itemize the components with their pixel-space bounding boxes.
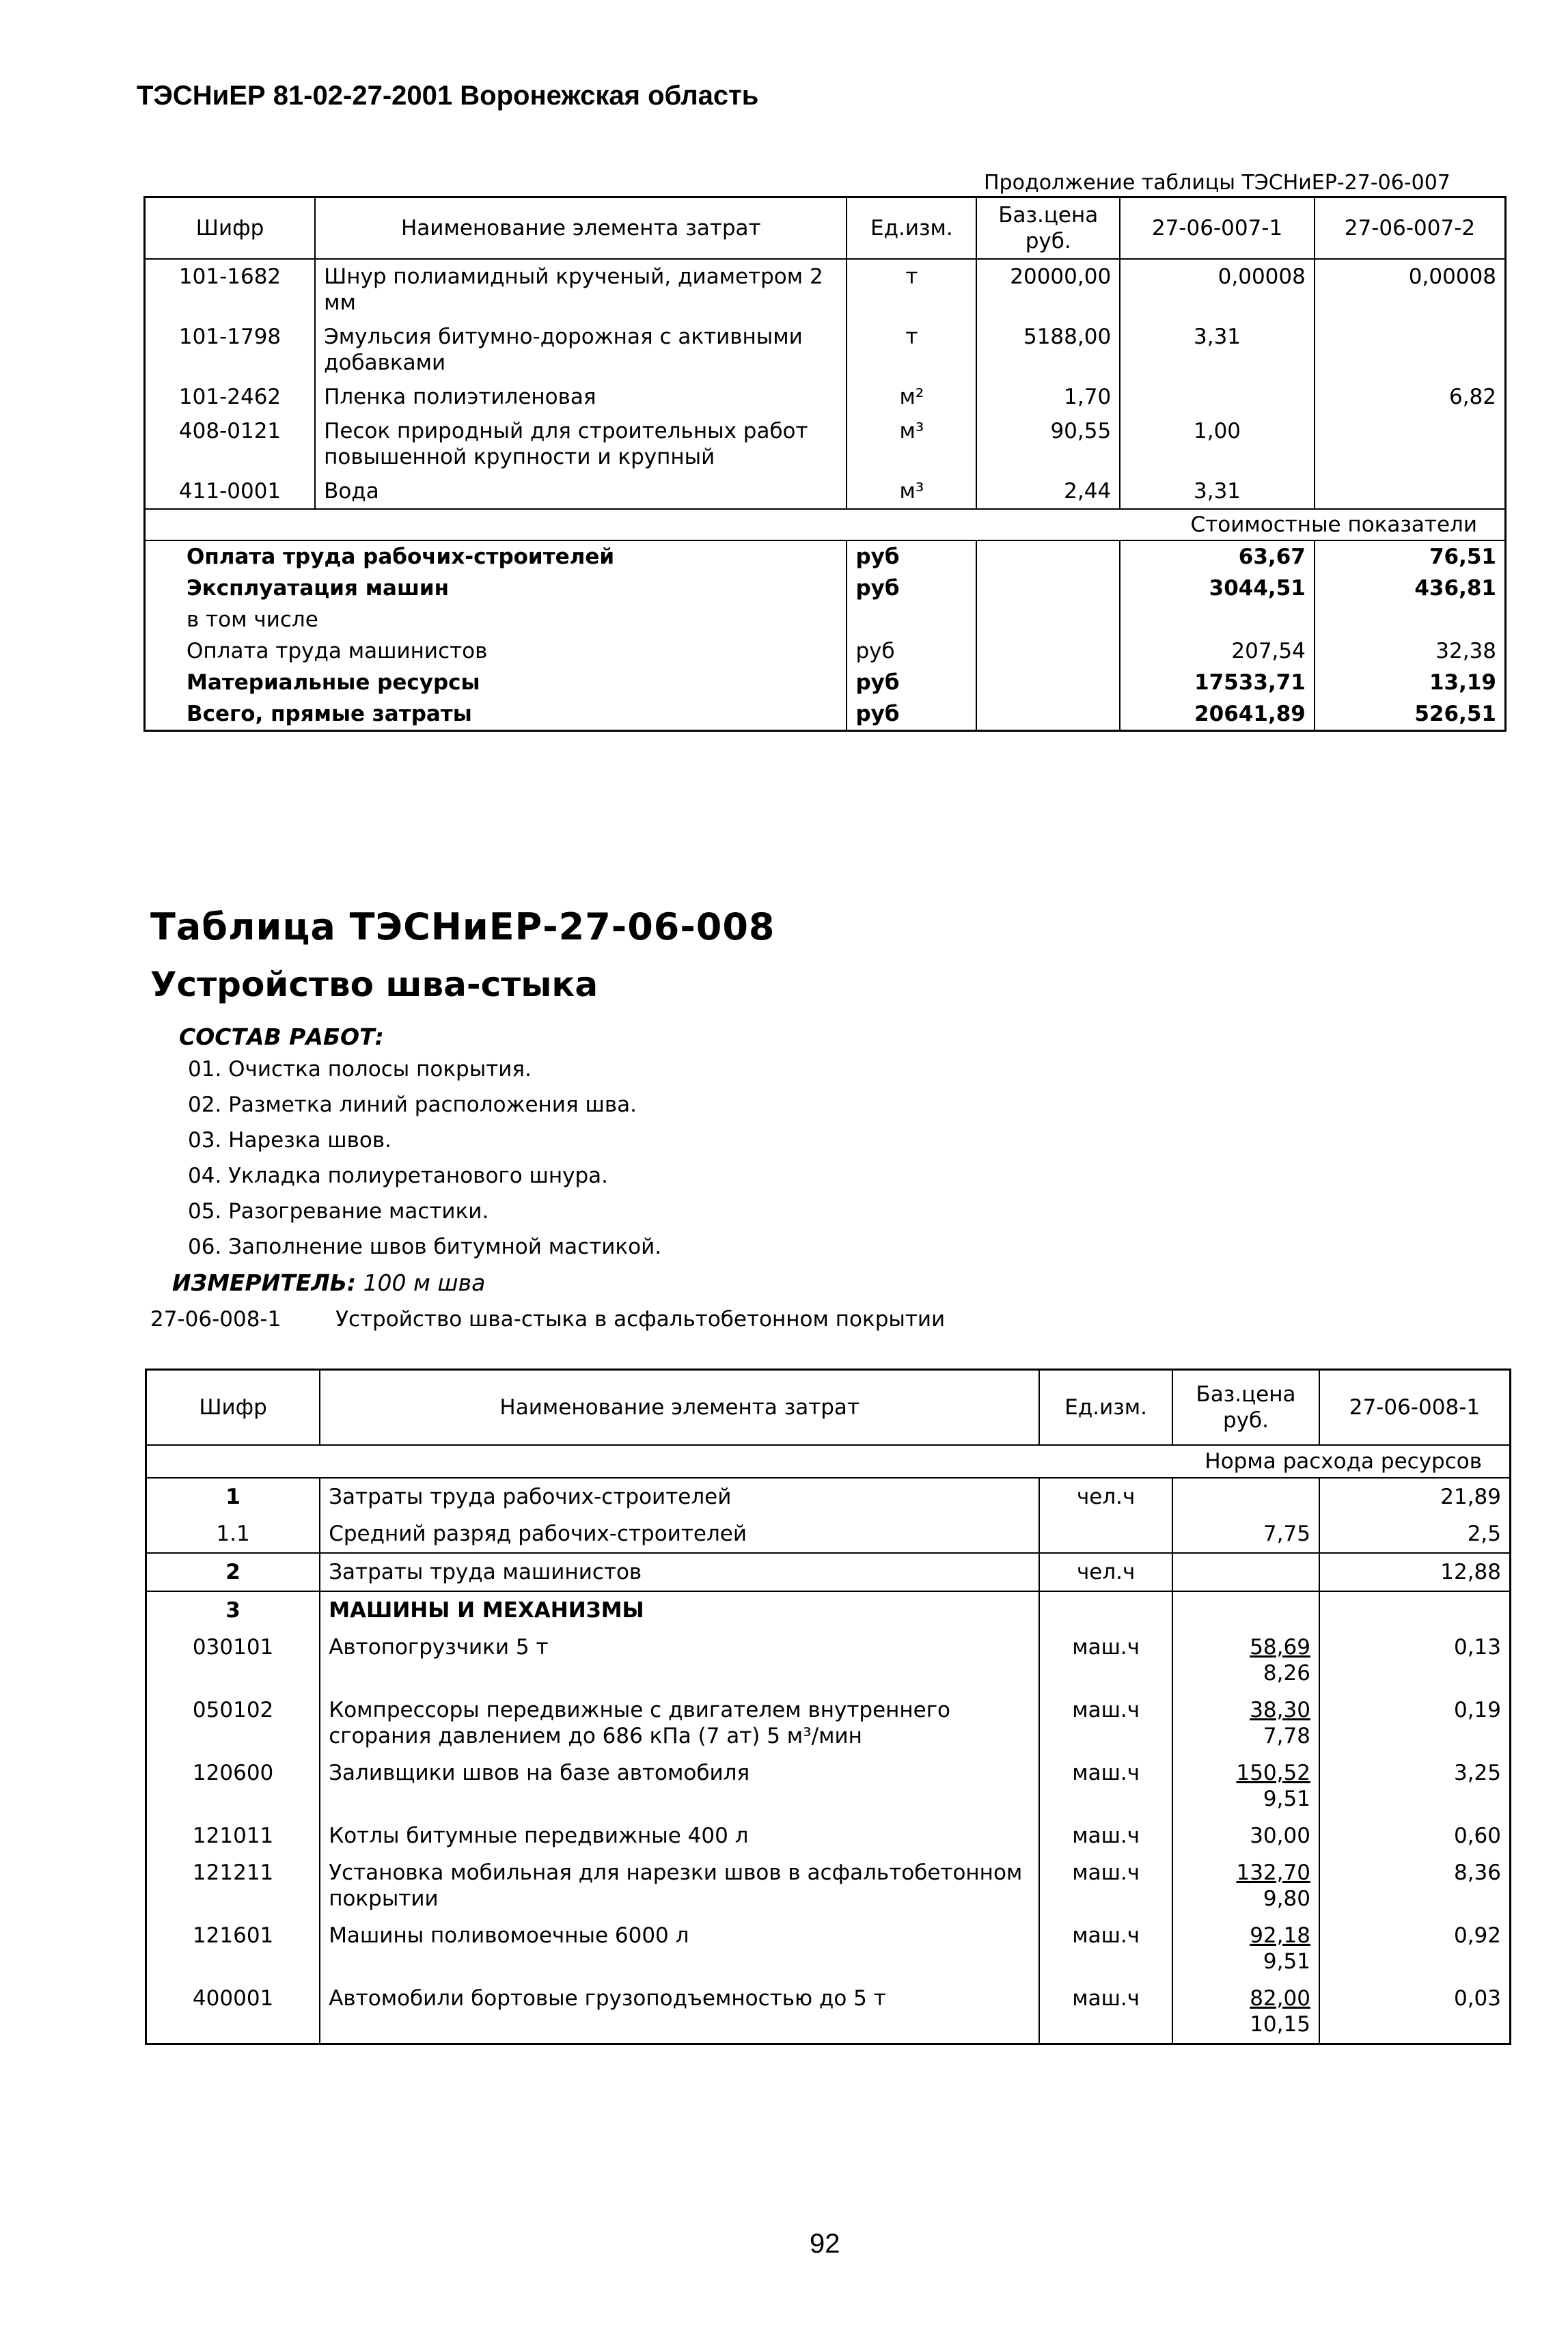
cell-value: 0,03 [1319, 1980, 1511, 2044]
summary-value-1: 207,54 [1120, 635, 1315, 667]
cost-indicators-label: Стоимостные показатели [145, 509, 1506, 540]
cell-price [1172, 1591, 1319, 1629]
cell-code: 121011 [192, 1823, 274, 1848]
col-header-price: Баз.цена руб. [976, 197, 1120, 259]
cell-price: 7,75 [1172, 1515, 1319, 1553]
cell-unit: м³ [847, 474, 976, 509]
cell-unit: т [847, 259, 976, 320]
cell-code: 1 [146, 1478, 320, 1515]
col-header-code: Шифр [146, 1370, 320, 1445]
cell-value: 0,13 [1319, 1629, 1511, 1692]
summary-value-1: 63,67 [1120, 540, 1315, 573]
table-row [146, 1591, 1511, 1629]
summary-value-2: 436,81 [1315, 573, 1506, 604]
col-header-007-1: 27-06-007-1 [1120, 197, 1315, 259]
cell-price: 90,55 [976, 414, 1120, 474]
resource-table-007 [143, 196, 1507, 732]
cell-value [1319, 1591, 1511, 1629]
cell-value: 8,36 [1319, 1854, 1511, 1917]
cell-value-1 [1120, 380, 1315, 414]
table-row [146, 1629, 1511, 1692]
cell-price: 30,00 [1172, 1817, 1319, 1854]
col-header-007-2: 27-06-007-2 [1315, 197, 1506, 259]
summary-row [145, 635, 1506, 667]
cell-code: 121601 [192, 1923, 274, 1948]
col-header-name: Наименование элемента затрат [320, 1370, 1039, 1445]
cell-name: Автомобили бортовые грузоподъемностью до 5 т [320, 1980, 1039, 2044]
table-continuation-caption: Продолжение таблицы ТЭСНиЕР-27-06-007 [984, 171, 1450, 195]
meter-line [172, 1269, 485, 1296]
document-header: ТЭСНиЕР 81-02-27-2001 Воронежская область [137, 81, 759, 111]
price-total: 150,52 [1236, 1760, 1310, 1785]
cell-code: 121211 [192, 1860, 274, 1885]
col-header-008-1: 27-06-008-1 [1319, 1370, 1511, 1445]
meter-value: 100 м шва [363, 1269, 486, 1296]
table-row [145, 414, 1506, 474]
item-code: 27-06-008-1 [150, 1307, 281, 1332]
cell-unit: маш.ч [1039, 1692, 1172, 1755]
summary-value-1: 3044,51 [1120, 573, 1315, 604]
page-number: 92 [810, 2229, 840, 2259]
cell-unit: маш.ч [1039, 1854, 1172, 1917]
cell-price [1172, 1478, 1319, 1515]
cell-value-1: 1,00 [1120, 414, 1315, 474]
cell-name: МАШИНЫ И МЕХАНИЗМЫ [320, 1591, 1039, 1629]
table-row [145, 259, 1506, 320]
cell-unit: т [847, 320, 976, 380]
summary-name: Всего, прямые затраты [187, 701, 472, 726]
summary-value-2: 13,19 [1315, 667, 1506, 698]
cell-code: 050102 [192, 1697, 274, 1722]
table-row [145, 474, 1506, 509]
norm-label-row [146, 1445, 1511, 1478]
cell-value-2: 6,82 [1315, 380, 1506, 414]
summary-name: Эксплуатация машин [187, 575, 450, 601]
norm-label: Норма расхода ресурсов [146, 1445, 1511, 1478]
cell-value-2 [1315, 474, 1506, 509]
cell-unit: маш.ч [1039, 1755, 1172, 1817]
summary-name: Оплата труда рабочих-строителей [145, 540, 847, 573]
summary-unit: руб [847, 635, 976, 667]
cell-price [1172, 1917, 1319, 1980]
work-item: 05. Разогревание мастики. [188, 1199, 489, 1224]
cell-value: 0,19 [1319, 1692, 1511, 1755]
item-name: Устройство шва-стыка в асфальтобетонном покрытии [335, 1307, 946, 1332]
price-wage: 10,15 [1250, 2011, 1310, 2037]
cell-value: 0,60 [1319, 1817, 1511, 1854]
cell-name: Эмульсия битумно-дорожная с активными добавками [315, 320, 847, 380]
cell-code: 101-1682 [178, 264, 281, 289]
cell-unit: маш.ч [1039, 1629, 1172, 1692]
work-item: 06. Заполнение швов битумной мастикой. [188, 1235, 662, 1259]
table-row [146, 1553, 1511, 1591]
summary-value-2: 32,38 [1315, 635, 1506, 667]
resource-table-008 [145, 1369, 1511, 2045]
work-item: 04. Укладка полиуретанового шнура. [188, 1164, 609, 1188]
cost-label-row [145, 509, 1506, 540]
cell-value-1: 3,31 [1120, 474, 1315, 509]
cell-value-2: 0,00008 [1315, 259, 1506, 320]
summary-value-1: 20641,89 [1120, 698, 1315, 731]
cell-value-1: 3,31 [1120, 320, 1315, 380]
cell-price [1172, 1980, 1319, 2044]
cell-name: Средний разряд рабочих-строителей [320, 1515, 1039, 1553]
cell-unit: маш.ч [1039, 1980, 1172, 2044]
works-label: СОСТАВ РАБОТ: [179, 1023, 384, 1050]
cell-price: 2,44 [976, 474, 1120, 509]
cell-name: Песок природный для строительных работ повышенной крупности и крупный [315, 414, 847, 474]
summary-unit: руб [847, 573, 976, 604]
cell-name: Автопогрузчики 5 т [320, 1629, 1039, 1692]
summary-row [145, 573, 1506, 604]
cell-unit [1039, 1591, 1172, 1629]
cell-code: 411-0001 [178, 478, 281, 504]
cell-unit: м³ [847, 414, 976, 474]
cell-price [1172, 1755, 1319, 1817]
table-row [146, 1755, 1511, 1817]
col-header-code: Шифр [145, 197, 316, 259]
cell-code: 1.1 [216, 1521, 250, 1546]
summary-value-2: 76,51 [1315, 540, 1506, 573]
cell-unit: м² [847, 380, 976, 414]
summary-unit: руб [847, 540, 976, 573]
table-row [145, 380, 1506, 414]
cell-name: Затраты труда рабочих-строителей [320, 1478, 1039, 1515]
work-item: 03. Нарезка швов. [188, 1128, 391, 1153]
price-total: 92,18 [1250, 1923, 1310, 1948]
cell-name: Вода [315, 474, 847, 509]
work-item: 02. Разметка линий расположения шва. [188, 1092, 637, 1117]
cell-price [1172, 1692, 1319, 1755]
summary-value-1 [1120, 604, 1315, 635]
summary-unit: руб [847, 667, 976, 698]
cell-price: 20000,00 [976, 259, 1120, 320]
cell-unit [1039, 1515, 1172, 1553]
table-row [146, 1692, 1511, 1755]
summary-name: Оплата труда машинистов [187, 638, 488, 663]
table-row [146, 1980, 1511, 2044]
table-row [146, 1817, 1511, 1854]
table-row [146, 1478, 1511, 1515]
cell-value: 2,5 [1319, 1515, 1511, 1553]
cell-code: 120600 [192, 1760, 274, 1785]
cell-value-2 [1315, 414, 1506, 474]
cell-price [1172, 1553, 1319, 1591]
summary-name: в том числе [187, 607, 318, 632]
cell-code: 101-1798 [178, 324, 281, 349]
summary-unit [847, 604, 976, 635]
cell-name: Пленка полиэтиленовая [315, 380, 847, 414]
summary-row [145, 604, 1506, 635]
col-header-price: Баз.цена руб. [1172, 1370, 1319, 1445]
cell-name: Затраты труда машинистов [320, 1553, 1039, 1591]
cell-code: 101-2462 [178, 384, 281, 409]
cell-name: Установка мобильная для нарезки швов в асфальтобетонном покрытии [320, 1854, 1039, 1917]
cell-code: 030101 [192, 1634, 274, 1660]
price-wage: 9,51 [1263, 1949, 1310, 1974]
price-total: 38,30 [1250, 1697, 1310, 1722]
price-wage: 8,26 [1263, 1660, 1310, 1686]
cell-name: Машины поливомоечные 6000 л [320, 1917, 1039, 1980]
summary-row [145, 698, 1506, 731]
table-row [146, 1917, 1511, 1980]
cell-name: Шнур полиамидный крученый, диаметром 2 мм [315, 259, 847, 320]
cell-value-1: 0,00008 [1120, 259, 1315, 320]
cell-code: 2 [146, 1553, 320, 1591]
item-line [150, 1307, 945, 1332]
cell-price [1172, 1854, 1319, 1917]
price-total: 132,70 [1236, 1860, 1310, 1885]
cell-unit: маш.ч [1039, 1817, 1172, 1854]
cell-name: Котлы битумные передвижные 400 л [320, 1817, 1039, 1854]
cell-unit: маш.ч [1039, 1917, 1172, 1980]
cell-value: 0,92 [1319, 1917, 1511, 1980]
cell-name: Заливщики швов на базе автомобиля [320, 1755, 1039, 1817]
summary-unit: руб [847, 698, 976, 731]
col-header-unit: Ед.изм. [847, 197, 976, 259]
cell-unit: чел.ч [1039, 1478, 1172, 1515]
section-title: Таблица ТЭСНиЕР-27-06-008 [150, 905, 775, 948]
summary-row [145, 540, 1506, 573]
cell-value-2 [1315, 320, 1506, 380]
col-header-name: Наименование элемента затрат [315, 197, 847, 259]
price-total: 58,69 [1250, 1634, 1310, 1660]
table-row [145, 320, 1506, 380]
table-row [146, 1515, 1511, 1553]
cell-price: 1,70 [976, 380, 1120, 414]
price-wage: 9,80 [1263, 1886, 1310, 1911]
cell-value: 3,25 [1319, 1755, 1511, 1817]
table-row [146, 1854, 1511, 1917]
summary-name: Материальные ресурсы [187, 670, 480, 695]
summary-value-2 [1315, 604, 1506, 635]
cell-code: 408-0121 [178, 418, 281, 443]
col-header-unit: Ед.изм. [1039, 1370, 1172, 1445]
price-total: 82,00 [1250, 1985, 1310, 2011]
price-wage: 9,51 [1263, 1786, 1310, 1811]
cell-code: 400001 [192, 1985, 274, 2011]
cell-price [1172, 1629, 1319, 1692]
cell-value: 21,89 [1319, 1478, 1511, 1515]
summary-row [145, 667, 1506, 698]
summary-value-2: 526,51 [1315, 698, 1506, 731]
work-item: 01. Очистка полосы покрытия. [188, 1057, 532, 1082]
cell-price: 5188,00 [976, 320, 1120, 380]
section-subtitle: Устройство шва-стыка [150, 965, 599, 1004]
summary-value-1: 17533,71 [1120, 667, 1315, 698]
cell-name: Компрессоры передвижные с двигателем внутреннего сгорания давлением до 686 кПа (7 ат) 5 м³/мин [320, 1692, 1039, 1755]
cell-value: 12,88 [1319, 1553, 1511, 1591]
meter-label: ИЗМЕРИТЕЛЬ: [172, 1269, 357, 1296]
cell-code: 3 [146, 1591, 320, 1629]
cell-unit: чел.ч [1039, 1553, 1172, 1591]
price-wage: 7,78 [1263, 1723, 1310, 1748]
